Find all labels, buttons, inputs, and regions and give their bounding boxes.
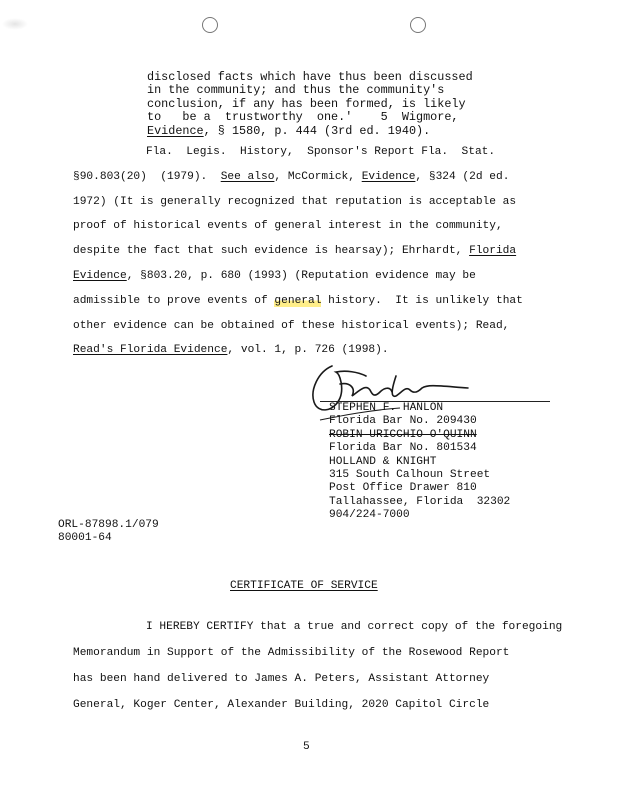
quote-citation-title: Evidence	[147, 123, 204, 138]
address-line: Tallahassee, Florida 32302	[329, 495, 511, 508]
signer-name-struck: ROBIN URICCHIO O'QUINN	[329, 428, 477, 441]
body-line: proof of historical events of general interest in the community,	[73, 220, 503, 233]
see-also-signal: See also	[220, 170, 275, 183]
citation-title: Florida	[469, 245, 517, 258]
body-line	[73, 170, 553, 195]
body-line: 1972) (It is generally recognized that reputation is acceptable as	[73, 195, 517, 208]
text-run: , McCormick,	[274, 170, 362, 183]
citation-title: Read's Florida Evidence	[73, 344, 228, 357]
certificate-line: Memorandum in Support of the Admissibility of the Rosewood Report	[73, 647, 510, 659]
scan-smudge	[2, 18, 28, 30]
certificate-paragraph	[73, 620, 562, 724]
certificate-line: General, Koger Center, Alexander Building, 2020 Capitol Circle	[73, 699, 490, 711]
certificate-line: has been hand delivered to James A. Peters, Assistant Attorney	[73, 673, 490, 685]
bar-number: Florida Bar No. 801534	[329, 442, 477, 455]
body-line	[73, 244, 553, 269]
firm-name: HOLLAND & KNIGHT	[329, 455, 437, 468]
address-line: Post Office Drawer 810	[329, 482, 477, 495]
text-run: §90.803(20) (1979).	[73, 170, 221, 183]
bar-number: Florida Bar No. 209430	[329, 415, 477, 428]
text-run: , §803.20, p. 680 (1993) (Reputation evidence may be	[126, 269, 476, 282]
certificate-line: I HEREBY CERTIFY that a true and correct copy of the foregoing	[146, 621, 563, 633]
signature-block	[329, 402, 510, 523]
quote-line: conclusion, if any has been formed, is likely	[147, 96, 466, 111]
quote-citation-rest: , § 1580, p. 444 (3rd ed. 1940).	[203, 123, 431, 138]
punch-hole-left	[202, 17, 218, 33]
citation-title: Evidence	[73, 269, 127, 282]
block-quote	[147, 71, 473, 138]
document-reference	[58, 519, 159, 546]
text-run: , §324 (2d ed.	[415, 170, 510, 183]
phone-number: 904/224-7000	[329, 509, 410, 522]
page-number: 5	[303, 741, 310, 753]
body-paragraph	[73, 145, 553, 368]
quote-line: in the community; and thus the community's	[147, 83, 445, 98]
text-run: , vol. 1, p. 726 (1998).	[227, 344, 389, 357]
quote-line: to be a trustworthy one.' 5 Wigmore,	[147, 110, 459, 125]
quote-line: disclosed facts which have thus been discussed	[147, 70, 473, 84]
citation-title: Evidence	[361, 170, 416, 183]
text-run: admissible to prove events of	[73, 294, 275, 307]
text-run: despite the fact that such evidence is hearsay); Ehrhardt,	[73, 245, 470, 258]
highlighted-word: general	[274, 294, 322, 307]
punch-hole-right	[410, 17, 426, 33]
doc-ref-line: ORL-87898.1/079	[58, 519, 159, 531]
text-run: history. It is unlikely that	[321, 294, 523, 307]
signer-name: STEPHEN F. HANLON	[329, 402, 444, 414]
doc-ref-line: 80001-64	[58, 532, 112, 545]
body-line: Fla. Legis. History, Sponsor's Report Fla. Stat.	[146, 146, 496, 158]
certificate-title: CERTIFICATE OF SERVICE	[230, 580, 378, 592]
quote-line	[147, 125, 473, 138]
body-line	[73, 269, 553, 294]
body-line	[73, 294, 553, 319]
address-line: 315 South Calhoun Street	[329, 468, 491, 481]
body-line: other evidence can be obtained of these historical events); Read,	[73, 319, 510, 332]
